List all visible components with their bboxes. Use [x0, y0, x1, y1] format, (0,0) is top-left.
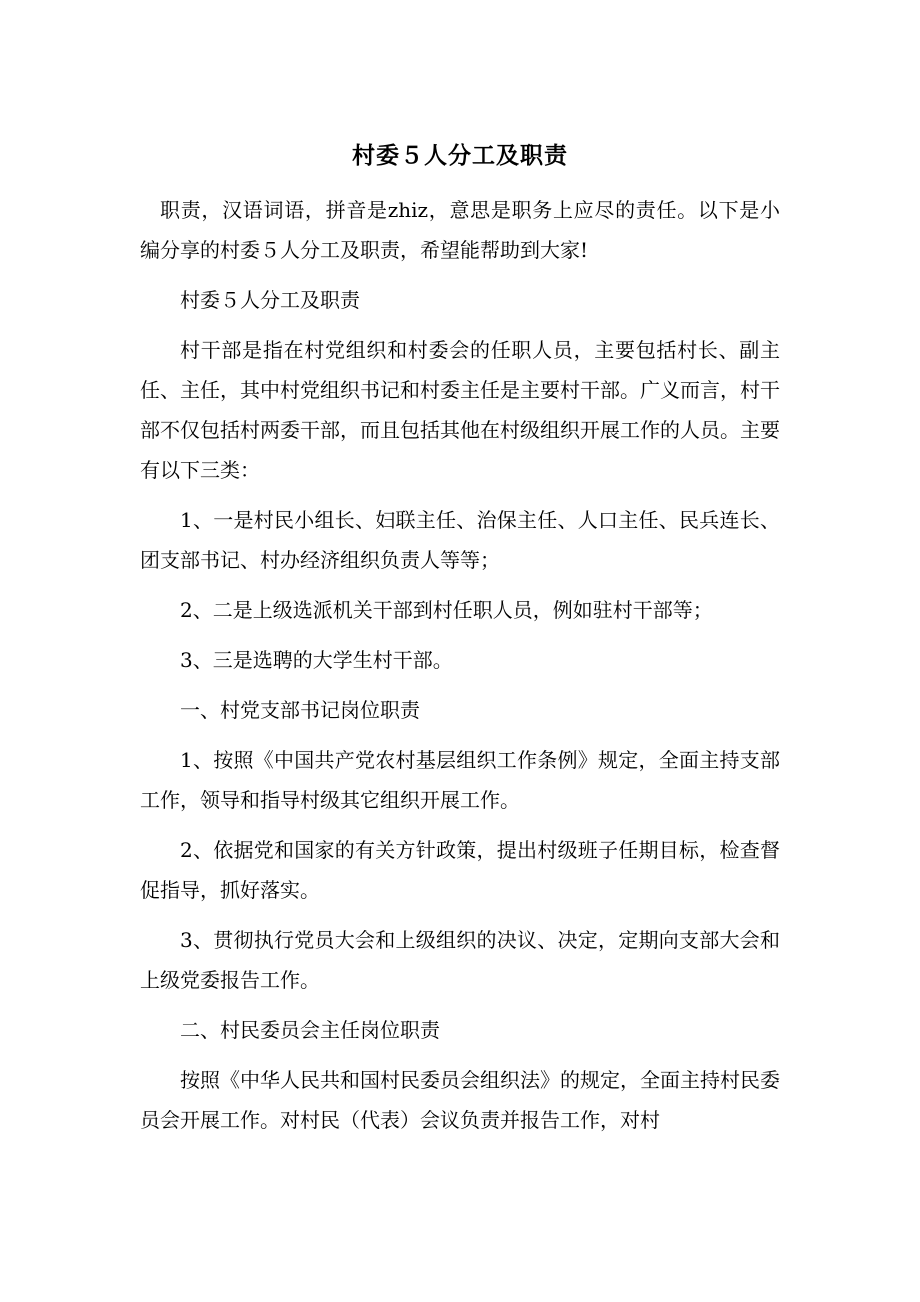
definition-paragraph: 村干部是指在村党组织和村委会的任职人员，主要包括村长、副主任、主任，其中村党组织书记和村委主任是主要村干部。广义而言，村干部不仅包括村两委干部，而且包括其他在村级组织开展工作的人员。主要有以下三类： [140, 338, 780, 482]
section-heading-party-secretary: 一、村党支部书记岗位职责 [180, 698, 420, 722]
secretary-duty-2: 2、依据党和国家的有关方针政策，提出村级班子任期目标，检查督促指导，抓好落实。 [140, 838, 780, 902]
subtitle-paragraph: 村委５人分工及职责 [180, 288, 360, 312]
category-item-2: 2、二是上级选派机关干部到村任职人员，例如驻村干部等； [180, 598, 713, 622]
secretary-duty-1: 1、按照《中国共产党农村基层组织工作条例》规定，全面主持支部工作，领导和指导村级其它组织开展工作。 [140, 748, 780, 812]
director-duty-paragraph: 按照《中华人民共和国村民委员会组织法》的规定，全面主持村民委员会开展工作。对村民（代表）会议负责并报告工作，对村 [140, 1068, 780, 1132]
category-item-1: 1、一是村民小组长、妇联主任、治保主任、人口主任、民兵连长、团支部书记、村办经济组织负责人等等； [140, 508, 780, 572]
document-title: 村委５人分工及职责 [352, 142, 568, 169]
section-heading-committee-director: 二、村民委员会主任岗位职责 [180, 1018, 440, 1042]
category-item-3: 3、三是选聘的大学生村干部。 [180, 648, 453, 672]
document-body [140, 190, 780, 1150]
intro-paragraph: 职责，汉语词语，拼音是zhiz，意思是职务上应尽的责任。以下是小编分享的村委５人分工及职责，希望能帮助到大家! [140, 198, 780, 262]
secretary-duty-3: 3、贯彻执行党员大会和上级组织的决议、决定，定期向支部大会和上级党委报告工作。 [140, 928, 780, 992]
